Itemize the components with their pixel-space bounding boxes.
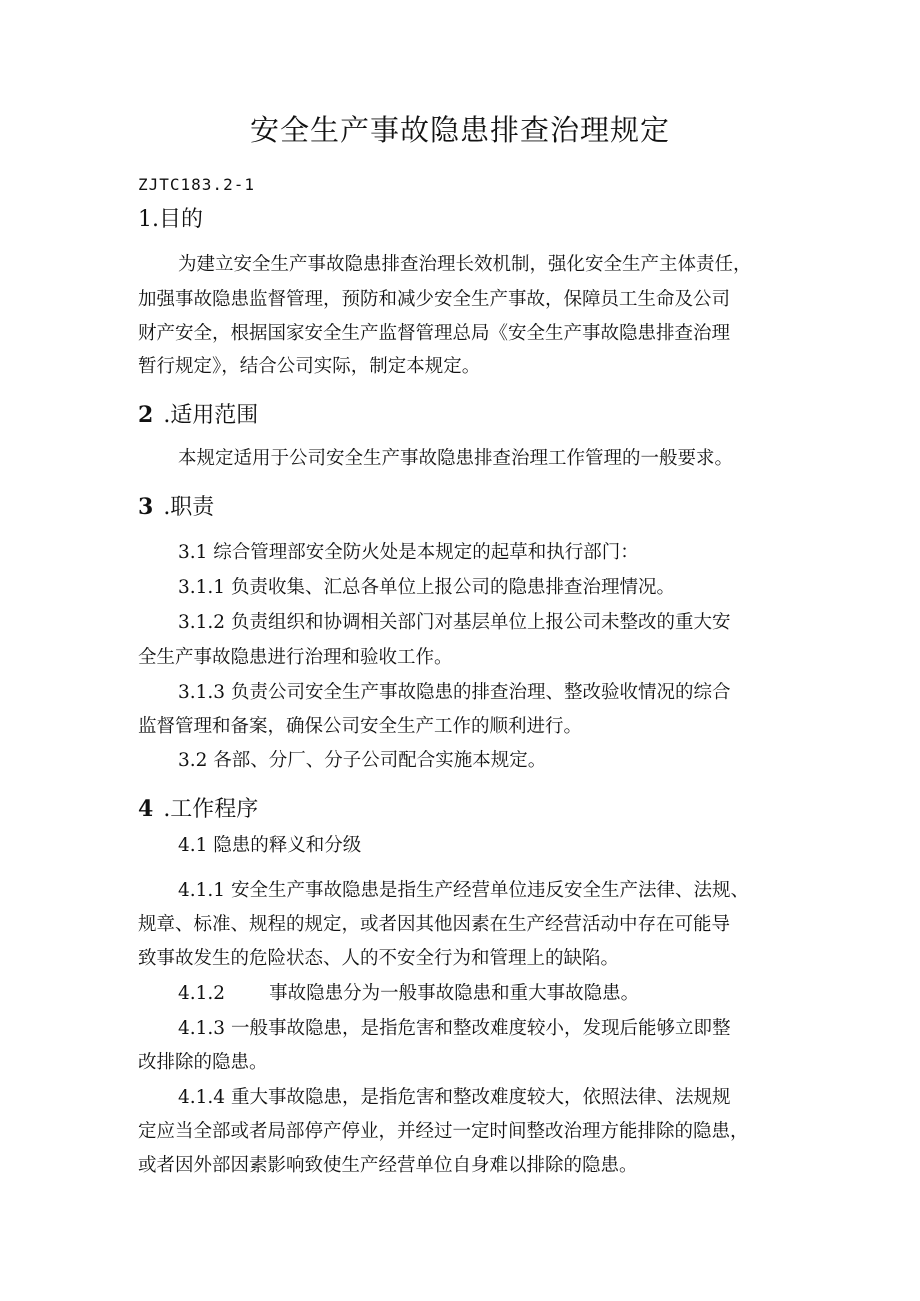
section-4-title: .工作程序 <box>163 797 259 822</box>
section-4-heading <box>138 792 258 823</box>
s4-item-4-1-1-line-2: 规章、标准、规程的规定，或者因其他因素在生产经营活动中存在可能导 <box>138 914 731 935</box>
s4-item-4-1: 4.1 隐患的释义和分级 <box>178 835 362 856</box>
s4-item-4-1-3-line-2: 改排除的隐患。 <box>138 1052 268 1073</box>
s3-item-3-1-1: 3.1.1 负责收集、汇总各单位上报公司的隐患排查治理情况。 <box>178 577 675 598</box>
document-title: 安全生产事故隐患排查治理规定 <box>249 113 670 147</box>
section-4-number: 4 <box>138 796 154 822</box>
s3-item-3-1-3-line-1: 3.1.3 负责公司安全生产事故隐患的排查治理、整改验收情况的综合 <box>178 682 731 703</box>
s2-line-1: 本规定适用于公司安全生产事故隐患排查治理工作管理的一般要求。 <box>178 448 734 469</box>
document-code: ZJTC183.2-1 <box>138 175 255 194</box>
s3-item-3-1: 3.1 综合管理部安全防火处是本规定的起草和执行部门： <box>178 542 639 563</box>
s4-item-4-1-4-line-1: 4.1.4 重大事故隐患，是指危害和整改难度较大，依照法律、法规规 <box>178 1087 731 1108</box>
s4-item-4-1-2-text: 事故隐患分为一般事故隐患和重大事故隐患。 <box>269 983 640 1004</box>
s4-item-4-1-3-line-1: 4.1.3 一般事故隐患，是指危害和整改难度较小，发现后能够立即整 <box>178 1018 731 1039</box>
s3-item-3-1-2-line-2: 全生产事故隐患进行治理和验收工作。 <box>138 647 453 668</box>
s1-line-1: 为建立安全生产事故隐患排查治理长效机制，强化安全生产主体责任， <box>178 254 752 275</box>
section-1-heading: 1.目的 <box>138 207 203 232</box>
s4-item-4-1-2-number: 4.1.2 <box>178 983 226 1004</box>
section-3-heading <box>138 490 214 521</box>
s4-item-4-1-2 <box>178 979 639 1005</box>
section-2-heading <box>138 398 258 429</box>
section-2-number: 2 <box>138 402 154 428</box>
s3-item-3-1-2-line-1: 3.1.2 负责组织和协调相关部门对基层单位上报公司未整改的重大安 <box>178 612 731 633</box>
s1-line-3: 财产安全，根据国家安全生产监督管理总局《安全生产事故隐患排查治理 <box>138 323 731 344</box>
s4-item-4-1-4-line-2: 定应当全部或者局部停产停业，并经过一定时间整改治理方能排除的隐患， <box>138 1121 749 1142</box>
s4-item-4-1-1-line-1: 4.1.1 安全生产事故隐患是指生产经营单位违反安全生产法律、法规、 <box>178 880 749 901</box>
section-3-title: .职责 <box>163 495 215 520</box>
s4-item-4-1-1-line-3: 致事故发生的危险状态、人的不安全行为和管理上的缺陷。 <box>138 948 620 969</box>
section-3-number: 3 <box>138 494 154 520</box>
s1-line-2: 加强事故隐患监督管理，预防和减少安全生产事故，保障员工生命及公司 <box>138 289 731 310</box>
s3-item-3-1-3-line-2: 监督管理和备案，确保公司安全生产工作的顺利进行。 <box>138 716 583 737</box>
s1-line-4: 暂行规定》，结合公司实际，制定本规定。 <box>138 356 481 377</box>
section-2-title: .适用范围 <box>163 403 259 428</box>
s4-item-4-1-4-line-3: 或者因外部因素影响致使生产经营单位自身难以排除的隐患。 <box>138 1155 638 1176</box>
s3-item-3-2: 3.2 各部、分厂、分子公司配合实施本规定。 <box>178 750 547 771</box>
